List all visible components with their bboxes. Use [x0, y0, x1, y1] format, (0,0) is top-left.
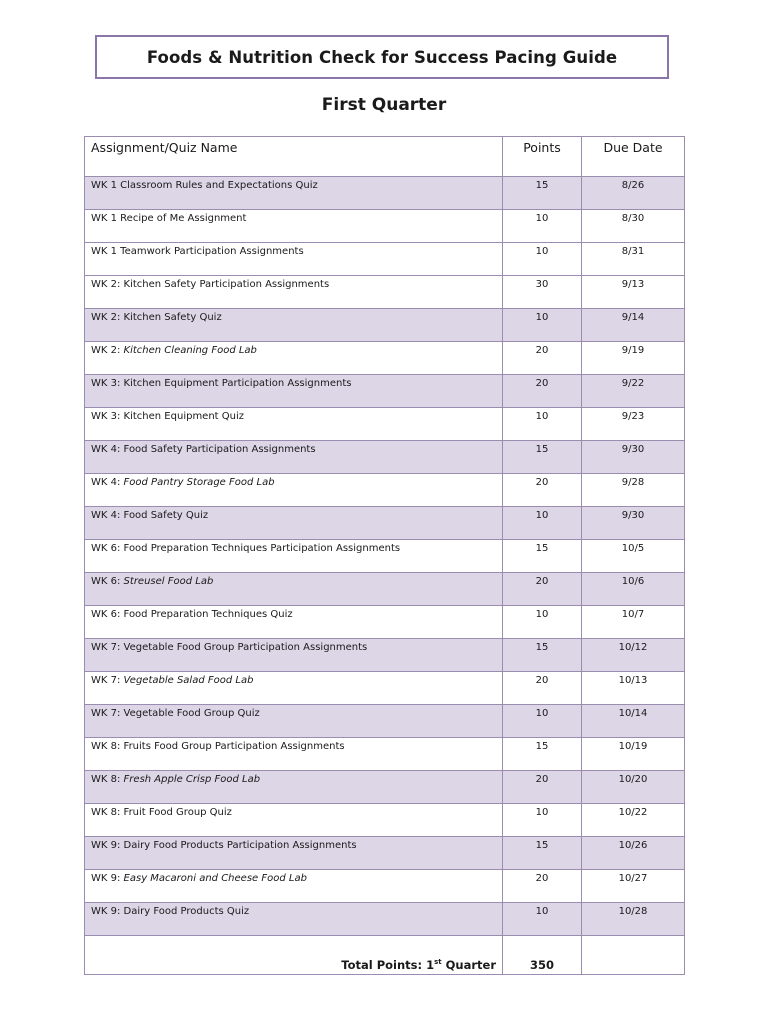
table-row	[85, 672, 685, 705]
assignment-name-cell	[85, 441, 503, 474]
week-prefix: WK 6:	[91, 609, 124, 620]
points-cell: 20	[503, 573, 582, 606]
assignment-name: Dairy Food Products Quiz	[123, 906, 250, 917]
total-label-sup: st	[434, 958, 442, 967]
table-row	[85, 342, 685, 375]
assignment-name: Kitchen Equipment Quiz	[123, 411, 245, 422]
points-cell: 20	[503, 474, 582, 507]
table-row	[85, 210, 685, 243]
assignment-name-cell	[85, 540, 503, 573]
week-prefix: WK 1	[91, 180, 121, 191]
table-row	[85, 639, 685, 672]
document-subtitle: First Quarter	[321, 95, 447, 115]
assignment-name: Kitchen Cleaning Food Lab	[123, 345, 257, 356]
week-prefix: WK 2:	[91, 345, 124, 356]
points-cell: 30	[503, 276, 582, 309]
total-label-suffix: Quarter	[441, 958, 496, 972]
assignment-name-cell	[85, 837, 503, 870]
table-row	[85, 870, 685, 903]
assignment-name-cell	[85, 771, 503, 804]
week-prefix: WK 1	[91, 213, 121, 224]
assignment-name-cell	[85, 507, 503, 540]
due-date-cell: 8/30	[582, 210, 685, 243]
points-cell: 15	[503, 540, 582, 573]
assignment-name-cell	[85, 672, 503, 705]
week-prefix: WK 2:	[91, 312, 124, 323]
table-row	[85, 276, 685, 309]
header-due-date: Due Date	[582, 137, 685, 177]
due-date-cell: 10/28	[582, 903, 685, 936]
week-prefix: WK 6:	[91, 543, 124, 554]
due-date-cell: 10/7	[582, 606, 685, 639]
pacing-guide-table	[84, 136, 685, 975]
week-prefix: WK 8:	[91, 774, 124, 785]
assignment-name-cell	[85, 804, 503, 837]
assignment-name: Streusel Food Lab	[123, 576, 214, 587]
due-date-cell: 10/26	[582, 837, 685, 870]
week-prefix: WK 7:	[91, 642, 124, 653]
due-date-cell: 9/23	[582, 408, 685, 441]
table-row	[85, 375, 685, 408]
points-cell: 10	[503, 507, 582, 540]
due-date-cell: 9/30	[582, 441, 685, 474]
week-prefix: WK 6:	[91, 576, 124, 587]
assignment-name: Food Preparation Techniques Participation Assignments	[123, 543, 401, 554]
assignment-name-cell	[85, 177, 503, 210]
points-cell: 15	[503, 177, 582, 210]
total-points-value: 350	[503, 936, 582, 975]
week-prefix: WK 3:	[91, 378, 124, 389]
week-prefix: WK 7:	[91, 708, 124, 719]
assignment-name-cell	[85, 474, 503, 507]
due-date-cell: 10/27	[582, 870, 685, 903]
due-date-cell: 10/22	[582, 804, 685, 837]
points-cell: 10	[503, 705, 582, 738]
week-prefix: WK 9:	[91, 873, 124, 884]
assignment-name-cell	[85, 870, 503, 903]
assignment-name-cell	[85, 573, 503, 606]
assignment-name-cell	[85, 903, 503, 936]
week-prefix: WK 1	[91, 246, 121, 257]
due-date-cell: 9/28	[582, 474, 685, 507]
total-row	[85, 936, 685, 975]
assignment-name: Vegetable Food Group Participation Assignments	[123, 642, 368, 653]
points-cell: 10	[503, 210, 582, 243]
assignment-name: Recipe of Me Assignment	[120, 213, 247, 224]
table-row	[85, 441, 685, 474]
points-cell: 20	[503, 672, 582, 705]
table-row	[85, 705, 685, 738]
table-header-row	[85, 137, 685, 177]
week-prefix: WK 8:	[91, 741, 124, 752]
week-prefix: WK 8:	[91, 807, 124, 818]
assignment-name: Teamwork Participation Assignments	[120, 246, 304, 257]
assignment-name: Food Safety Quiz	[123, 510, 209, 521]
due-date-cell: 10/5	[582, 540, 685, 573]
assignment-name: Food Safety Participation Assignments	[123, 444, 316, 455]
assignment-name-cell	[85, 738, 503, 771]
table-row	[85, 474, 685, 507]
table-row	[85, 309, 685, 342]
due-date-cell: 10/13	[582, 672, 685, 705]
assignment-name-cell	[85, 408, 503, 441]
assignment-name-cell	[85, 243, 503, 276]
due-date-cell: 10/20	[582, 771, 685, 804]
due-date-cell: 10/14	[582, 705, 685, 738]
assignment-name: Easy Macaroni and Cheese Food Lab	[123, 873, 307, 884]
header-assignment-name: Assignment/Quiz Name	[85, 137, 503, 177]
due-date-cell: 10/19	[582, 738, 685, 771]
table-row	[85, 606, 685, 639]
assignment-name: Vegetable Food Group Quiz	[123, 708, 260, 719]
points-cell: 10	[503, 309, 582, 342]
week-prefix: WK 7:	[91, 675, 124, 686]
due-date-cell: 8/26	[582, 177, 685, 210]
total-label-text: Total Points: 1	[341, 958, 435, 972]
points-cell: 20	[503, 771, 582, 804]
week-prefix: WK 4:	[91, 477, 124, 488]
table-row	[85, 804, 685, 837]
assignment-name: Classroom Rules and Expectations Quiz	[120, 180, 318, 191]
points-cell: 20	[503, 375, 582, 408]
total-due-empty	[582, 936, 685, 975]
total-label	[85, 936, 503, 975]
assignment-name: Fruit Food Group Quiz	[123, 807, 232, 818]
table-row	[85, 738, 685, 771]
points-cell: 15	[503, 738, 582, 771]
table-row	[85, 540, 685, 573]
points-cell: 15	[503, 441, 582, 474]
assignment-name-cell	[85, 309, 503, 342]
assignment-name: Fruits Food Group Participation Assignments	[123, 741, 345, 752]
assignment-name-cell	[85, 639, 503, 672]
due-date-cell: 9/19	[582, 342, 685, 375]
due-date-cell: 9/14	[582, 309, 685, 342]
table-body	[85, 177, 685, 936]
due-date-cell: 8/31	[582, 243, 685, 276]
due-date-cell: 9/22	[582, 375, 685, 408]
assignment-name-cell	[85, 606, 503, 639]
points-cell: 10	[503, 903, 582, 936]
table-row	[85, 408, 685, 441]
table-row	[85, 177, 685, 210]
header-points: Points	[503, 137, 582, 177]
table-row	[85, 573, 685, 606]
table-row	[85, 903, 685, 936]
week-prefix: WK 3:	[91, 411, 124, 422]
due-date-cell: 9/30	[582, 507, 685, 540]
points-cell: 15	[503, 639, 582, 672]
document-title: Foods & Nutrition Check for Success Pacing Guide	[95, 35, 669, 79]
assignment-name: Food Preparation Techniques Quiz	[123, 609, 293, 620]
table-row	[85, 837, 685, 870]
points-cell: 10	[503, 243, 582, 276]
due-date-cell: 9/13	[582, 276, 685, 309]
points-cell: 10	[503, 606, 582, 639]
assignment-name-cell	[85, 375, 503, 408]
assignment-name: Food Pantry Storage Food Lab	[123, 477, 275, 488]
assignment-name: Dairy Food Products Participation Assignments	[123, 840, 357, 851]
table-row	[85, 507, 685, 540]
points-cell: 10	[503, 804, 582, 837]
assignment-name: Fresh Apple Crisp Food Lab	[123, 774, 261, 785]
table-row	[85, 771, 685, 804]
points-cell: 10	[503, 408, 582, 441]
assignment-name: Kitchen Safety Quiz	[123, 312, 222, 323]
week-prefix: WK 4:	[91, 444, 124, 455]
due-date-cell: 10/6	[582, 573, 685, 606]
table-row	[85, 243, 685, 276]
week-prefix: WK 2:	[91, 279, 124, 290]
week-prefix: WK 9:	[91, 906, 124, 917]
points-cell: 20	[503, 342, 582, 375]
points-cell: 20	[503, 870, 582, 903]
assignment-name-cell	[85, 276, 503, 309]
assignment-name: Kitchen Equipment Participation Assignments	[123, 378, 352, 389]
week-prefix: WK 4:	[91, 510, 124, 521]
assignment-name-cell	[85, 210, 503, 243]
assignment-name-cell	[85, 342, 503, 375]
points-cell: 15	[503, 837, 582, 870]
due-date-cell: 10/12	[582, 639, 685, 672]
assignment-name: Kitchen Safety Participation Assignments	[123, 279, 330, 290]
week-prefix: WK 9:	[91, 840, 124, 851]
assignment-name: Vegetable Salad Food Lab	[123, 675, 254, 686]
assignment-name-cell	[85, 705, 503, 738]
